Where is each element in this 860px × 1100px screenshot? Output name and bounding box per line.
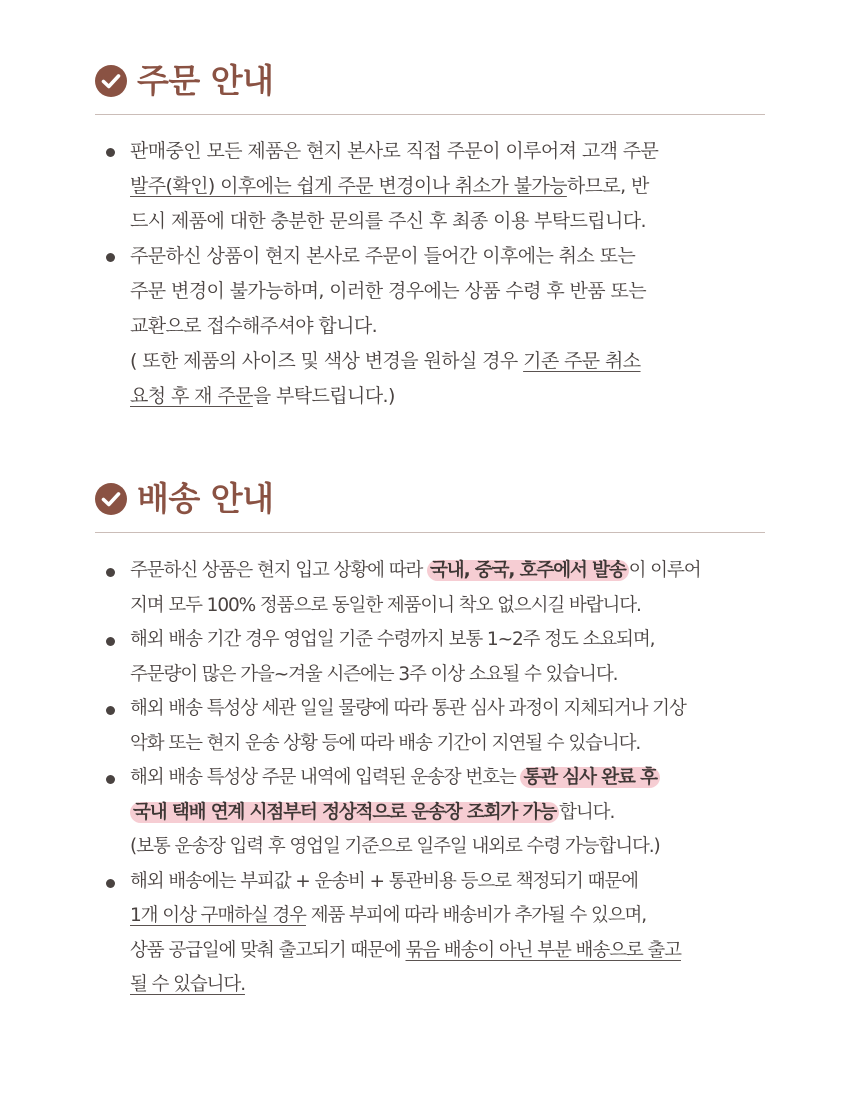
item-line: 주문량이 많은 가을~겨울 시즌에는 3주 이상 소요될 수 있습니다. [130, 663, 618, 685]
list-item [95, 623, 765, 692]
underlined-text: 묶음 배송이 아닌 부분 배송으로 출고 [405, 939, 681, 961]
item-text: 해외 배송 특성상 주문 내역에 입력된 운송장 번호는 [130, 767, 521, 788]
item-line: 해외 배송 특성상 세관 일일 물량에 따라 통관 심사 과정이 지체되거나 기상 [130, 698, 686, 719]
highlighted-text: 국내, 중국, 호주에서 발송 [427, 560, 629, 581]
item-text: 주문하신 상품은 현지 입고 상황에 따라 [130, 560, 428, 581]
shipping-guide-section [95, 476, 765, 1003]
item-line: 해외 배송에는 부피값 + 운송비 + 통관비용 등으로 책정되기 때문에 [130, 870, 638, 892]
item-line [130, 379, 765, 414]
item-line: 지며 모두 100% 정품으로 동일한 제품이니 착오 없으시길 바랍니다. [130, 594, 641, 616]
item-line: 주문하신 상품이 현지 본사로 주문이 들어간 이후에는 취소 또는 [130, 245, 636, 267]
underlined-text: 발주(확인) 이후에는 쉽게 주문 변경이나 취소가 불가능 [130, 175, 567, 197]
underlined-text: 1개 이상 구매하실 경우 [130, 905, 306, 926]
highlighted-text: 국내 택배 연계 시점부터 정상적으로 운송장 조회가 가능 [130, 802, 559, 823]
item-line [130, 968, 765, 1003]
item-line [130, 169, 765, 204]
item-line [130, 554, 765, 589]
item-line: 교환으로 접수해주셔야 합니다. [130, 315, 378, 337]
check-circle-icon [95, 483, 127, 515]
guide-page [95, 58, 765, 1003]
shipping-guide-list [95, 533, 765, 1003]
item-text: 하므로, 반 [566, 175, 649, 197]
order-guide-header [95, 58, 765, 115]
item-text: 제품 부피에 따라 배송비가 추가될 수 있으며, [305, 905, 647, 926]
check-circle-icon [95, 65, 127, 97]
item-line [130, 761, 765, 796]
list-item [95, 761, 765, 865]
underlined-text: 요청 후 재 주문 [130, 385, 253, 407]
item-line: 해외 배송 기간 경우 영업일 기준 수령까지 보통 1~2주 정도 소요되며, [130, 629, 655, 650]
list-item [95, 554, 765, 623]
item-text: 상품 공급일에 맞춰 출고되기 때문에 [130, 939, 406, 961]
list-item [95, 865, 765, 1003]
item-line: (보통 운송장 입력 후 영업일 기준으로 일주일 내외로 수령 가능합니다.) [130, 836, 660, 857]
item-line [130, 344, 765, 379]
list-item [95, 239, 765, 414]
item-line [130, 796, 765, 831]
order-guide-title: 주문 안내 [137, 61, 274, 100]
order-guide-list [95, 115, 765, 414]
item-text: ( 또한 제품의 사이즈 및 색상 변경을 원하실 경우 [130, 350, 524, 372]
item-text: 이 이루어 [628, 560, 701, 581]
item-line: 드시 제품에 대한 충분한 문의를 주신 후 최종 이용 부탁드립니다. [130, 210, 647, 232]
item-text: 합니다. [559, 801, 615, 823]
item-line [130, 899, 765, 934]
item-line: 주문 변경이 불가능하며, 이러한 경우에는 상품 수령 후 반품 또는 [130, 280, 647, 302]
item-text: 을 부탁드립니다.) [252, 385, 395, 407]
item-line: 악화 또는 현지 운송 상황 등에 따라 배송 기간이 지연될 수 있습니다. [130, 732, 641, 754]
shipping-guide-title: 배송 안내 [137, 479, 274, 518]
list-item [95, 134, 765, 239]
underlined-text: 기존 주문 취소 [523, 350, 641, 372]
shipping-guide-header [95, 476, 765, 533]
item-line [130, 934, 765, 969]
list-item [95, 692, 765, 761]
item-line: 판매중인 모든 제품은 현지 본사로 직접 주문이 이루어져 고객 주문 [130, 140, 659, 162]
order-guide-section [95, 58, 765, 414]
underlined-text: 될 수 있습니다. [130, 974, 245, 995]
highlighted-text: 통관 심사 완료 후 [520, 767, 659, 788]
